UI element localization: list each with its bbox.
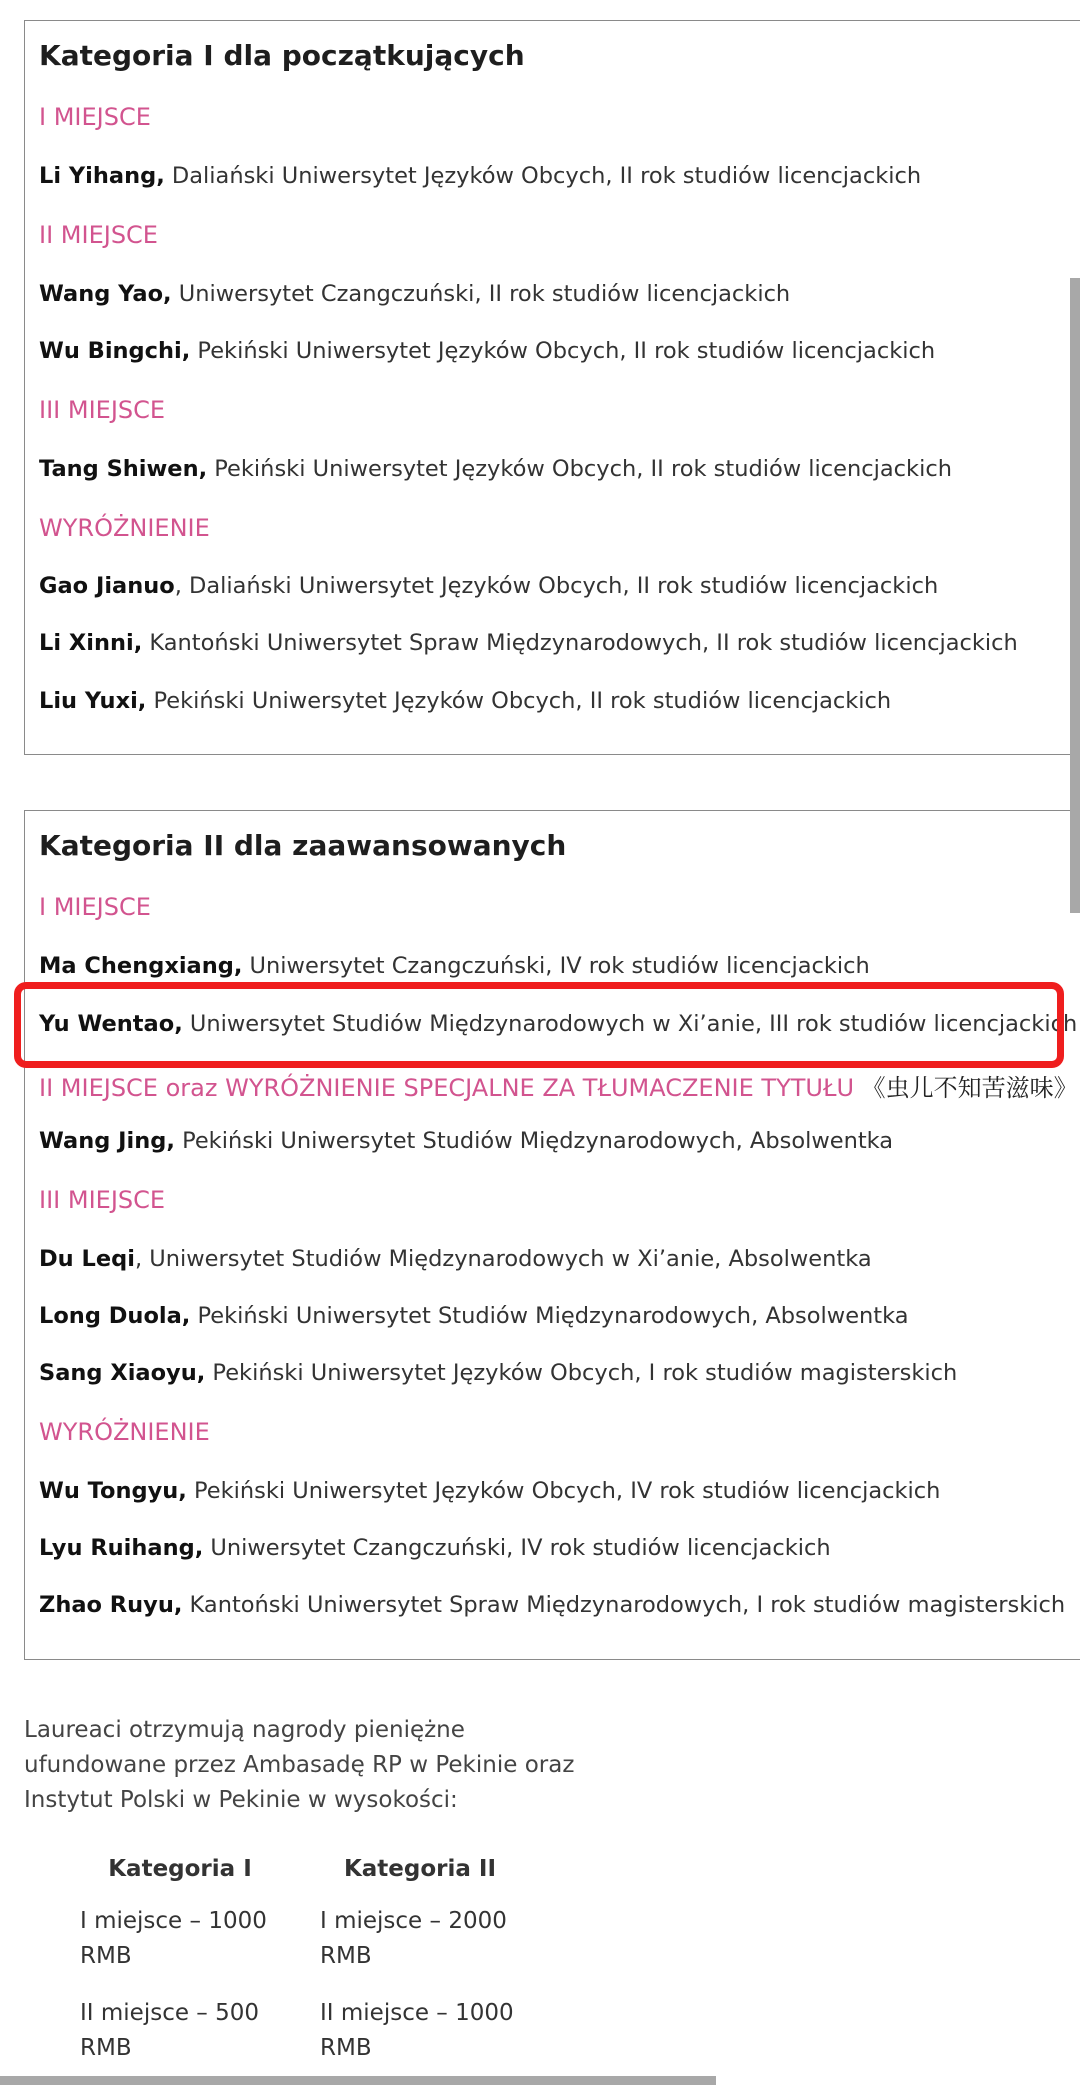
winner-detail: Pekiński Uniwersytet Studiów Międzynarodowych, Absolwentka: [174, 1128, 894, 1154]
place-label: III MIEJSCE: [39, 396, 166, 424]
list-item: [39, 1535, 831, 1561]
winner-detail: , Daliański Uniwersytet Języków Obcych, II rok studiów licencjackich: [174, 573, 939, 599]
prize-currency: RMB: [320, 1943, 372, 1969]
prize-item: [320, 1996, 540, 2066]
winner-detail: Pekiński Uniwersytet Języków Obcych, I rok studiów magisterskich: [205, 1360, 958, 1386]
list-item: [39, 573, 938, 599]
winner-name: Li Xinni,: [39, 630, 143, 656]
category-2-title: Kategoria II dla zaawansowanych: [39, 829, 567, 862]
prize-currency: RMB: [80, 2035, 132, 2061]
prize-intro-line: ufundowane przez Ambasadę RP w Pekinie oraz: [24, 1752, 575, 1778]
prize-amount: II miejsce – 1000: [320, 2000, 514, 2026]
chinese-title: 《虫儿不知苦滋味》: [861, 1074, 1078, 1102]
highlight-box: [14, 982, 1064, 1068]
winner-name: Liu Yuxi,: [39, 688, 147, 714]
winner-name: Lyu Ruihang,: [39, 1535, 204, 1561]
prize-amount: II miejsce – 500: [80, 2000, 260, 2026]
winner-name: Gao Jianuo: [39, 573, 175, 599]
winner-detail: Uniwersytet Studiów Międzynarodowych w Xi’anie, III rok studiów licencjackich: [182, 1011, 1078, 1037]
list-item: [39, 1360, 957, 1386]
winner-detail: Pekiński Uniwersytet Języków Obcych, II rok studiów licencjackich: [190, 338, 936, 364]
prize-currency: RMB: [320, 2035, 372, 2061]
list-item: [39, 630, 1018, 656]
category-1-title: Kategoria I dla początkujących: [39, 39, 525, 72]
list-item: [39, 1303, 909, 1329]
list-item: [39, 456, 952, 482]
place-label: I MIEJSCE: [39, 103, 151, 131]
winner-detail: Kantoński Uniwersytet Spraw Międzynarodowych, I rok studiów magisterskich: [182, 1592, 1066, 1618]
winner-name: Long Duola,: [39, 1303, 191, 1329]
winner-name: Tang Shiwen,: [39, 456, 208, 482]
prize-item: [80, 1904, 300, 1974]
place-label: I MIEJSCE: [39, 893, 151, 921]
prize-amount: I miejsce – 1000: [80, 1908, 267, 1934]
category-1-panel: [24, 20, 1080, 755]
list-item: [39, 1246, 872, 1272]
prize-intro: [24, 1713, 584, 1818]
place-label-text: II MIEJSCE oraz WYRÓŻNIENIE SPECJALNE ZA TŁUMACZENIE TYTUŁU: [39, 1074, 862, 1102]
winner-name: Wu Tongyu,: [39, 1478, 187, 1504]
place-label: III MIEJSCE: [39, 1186, 166, 1214]
winner-name: Zhao Ruyu,: [39, 1592, 183, 1618]
prize-column-1: [80, 1856, 300, 2066]
winner-detail: Kantoński Uniwersytet Spraw Międzynarodowych, II rok studiów licencjackich: [142, 630, 1018, 656]
winner-detail: , Uniwersytet Studiów Międzynarodowych w Xi’anie, Absolwentka: [134, 1246, 872, 1272]
place-label: [39, 1068, 1078, 1103]
list-item: [39, 953, 870, 979]
category-2-panel: [24, 810, 1080, 1660]
prize-amount: I miejsce – 2000: [320, 1908, 507, 1934]
winner-name: Wang Yao,: [39, 281, 172, 307]
list-item: [39, 688, 891, 714]
place-label: WYRÓŻNIENIE: [39, 1418, 210, 1446]
list-item: [39, 338, 935, 364]
list-item: [39, 163, 921, 189]
list-item: [39, 281, 790, 307]
prize-column-2: [320, 1856, 540, 2066]
place-label: II MIEJSCE: [39, 221, 158, 249]
winner-detail: Pekiński Uniwersytet Języków Obcych, II rok studiów licencjackich: [207, 456, 952, 482]
winner-detail: Uniwersytet Czangczuński, IV rok studiów licencjackich: [203, 1535, 831, 1561]
prize-currency: RMB: [80, 1943, 132, 1969]
list-item: [39, 1592, 1065, 1618]
prize-item: [320, 1904, 540, 1974]
winner-name: Ma Chengxiang,: [39, 953, 243, 979]
winner-detail: Pekiński Uniwersytet Języków Obcych, II rok studiów licencjackich: [146, 688, 892, 714]
prize-intro-line: Instytut Polski w Pekinie w wysokości:: [24, 1787, 458, 1813]
winner-detail: Pekiński Uniwersytet Studiów Międzynarodowych, Absolwentka: [190, 1303, 909, 1329]
list-item: [39, 1478, 940, 1504]
prize-item: [80, 1996, 300, 2066]
prize-intro-line: Laureaci otrzymują nagrody pieniężne: [24, 1717, 465, 1743]
winner-detail: Pekiński Uniwersytet Języków Obcych, IV rok studiów licencjackich: [186, 1478, 941, 1504]
winner-name: Sang Xiaoyu,: [39, 1360, 206, 1386]
winner-name: Li Yihang,: [39, 163, 165, 189]
vertical-scrollbar[interactable]: [1070, 278, 1080, 913]
winner-name: Wu Bingchi,: [39, 338, 191, 364]
winner-name: Du Leqi: [39, 1246, 135, 1272]
winner-detail: Daliański Uniwersytet Języków Obcych, II rok studiów licencjackich: [164, 163, 922, 189]
winner-name: Wang Jing,: [39, 1128, 175, 1154]
winner-name: Yu Wentao,: [39, 1011, 183, 1037]
winner-detail: Uniwersytet Czangczuński, IV rok studiów licencjackich: [242, 953, 870, 979]
column-header: Kategoria II: [343, 1856, 497, 1882]
place-label: WYRÓŻNIENIE: [39, 514, 210, 542]
horizontal-scrollbar[interactable]: [0, 2076, 716, 2085]
winner-detail: Uniwersytet Czangczuński, II rok studiów licencjackich: [171, 281, 791, 307]
list-item: [39, 1128, 893, 1154]
column-header: Kategoria I: [108, 1856, 252, 1882]
